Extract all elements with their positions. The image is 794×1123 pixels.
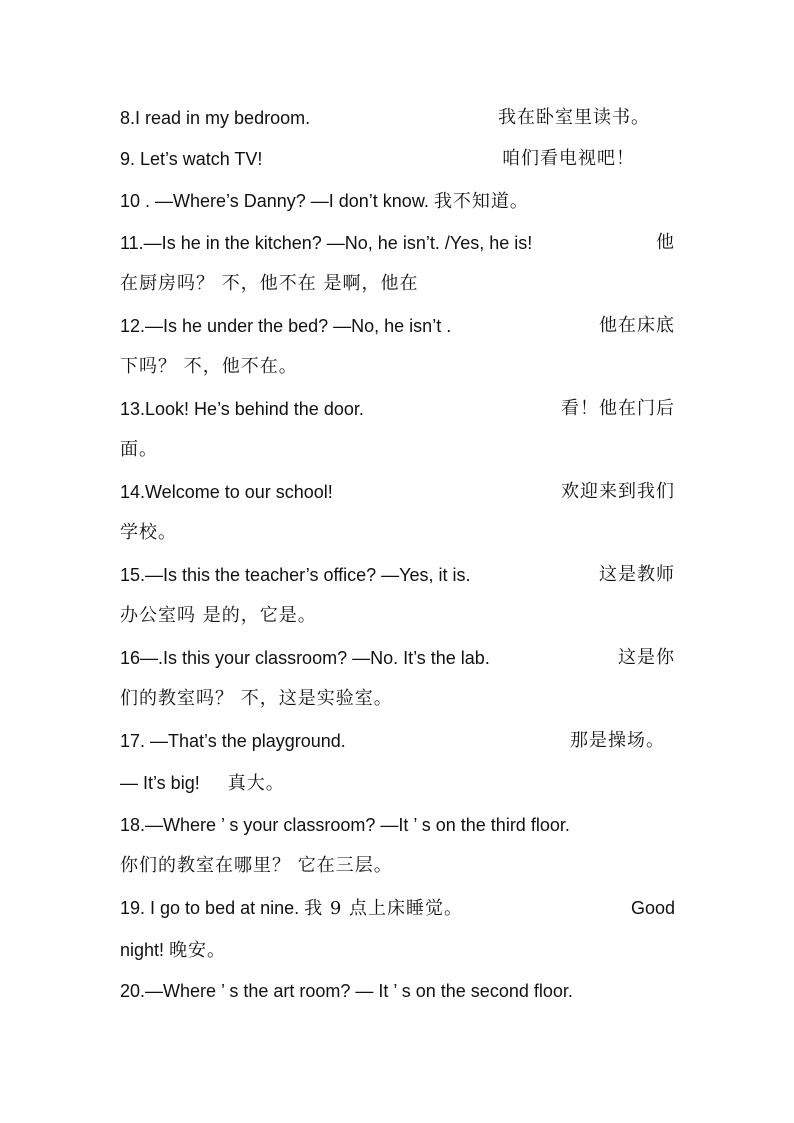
- sentence-17-response-chinese: 真大。: [227, 773, 285, 794]
- sentence-19-chinese: 我 9 点上床睡觉。: [304, 898, 464, 919]
- sentence-10: [120, 186, 675, 216]
- sentence-13-chinese-start: 看！他在门后: [561, 398, 675, 419]
- sentence-15-chinese-start: 这是教师: [599, 564, 675, 585]
- sentence-18-english: 18.—Where ’ s your classroom? —It ’ s on the third floor.: [120, 815, 570, 835]
- sentence-9-chinese: 咱们看电视吧！: [502, 148, 635, 169]
- sentence-16-english: 16—.Is this your classroom? —No. It’s the lab.: [120, 648, 490, 668]
- sentence-8: [120, 103, 675, 133]
- sentence-11-chinese-start: 他: [656, 232, 675, 253]
- sentence-15: [120, 560, 675, 590]
- sentence-14-chinese-start: 欢迎来到我们: [561, 481, 675, 502]
- sentence-10-english: 10 . —Where’s Danny? —I don’t know.: [120, 191, 429, 211]
- sentence-11: [120, 228, 675, 258]
- sentence-12: [120, 311, 675, 341]
- sentence-16-chinese-start: 这是你: [618, 647, 675, 668]
- sentence-18-translation: 你们的教室在哪里？ 它在三层。: [120, 855, 393, 876]
- sentence-17-response: [120, 768, 675, 798]
- sentence-19: [120, 893, 675, 923]
- sentence-11-translation: 在厨房吗？ 不，他不在 是啊，他在: [120, 273, 419, 294]
- sentence-14: [120, 477, 675, 507]
- sentence-19-goodnight: [120, 935, 675, 965]
- sentence-8-chinese: 我在卧室里读书。: [498, 107, 650, 128]
- sentence-17-response-english: — It’s big!: [120, 773, 200, 793]
- sentence-13-translation: 面。: [120, 439, 158, 460]
- sentence-13: [120, 394, 675, 424]
- sentence-12-english: 12.—Is he under the bed? —No, he isn’t .: [120, 316, 452, 336]
- sentence-10-chinese: 我不知道。: [433, 191, 529, 212]
- sentence-11-english: 11.—Is he in the kitchen? —No, he isn’t. /Yes, he is!: [120, 233, 533, 253]
- sentence-14-english: 14.Welcome to our school!: [120, 482, 333, 502]
- sentence-9-english: 9. Let’s watch TV!: [120, 149, 263, 169]
- sentence-19-goodnight-start: Good: [630, 898, 675, 918]
- sentence-15-english: 15.—Is this the teacher’s office? —Yes, it is.: [120, 565, 471, 585]
- sentence-15-translation: 办公室吗 是的，它是。: [120, 605, 317, 626]
- sentence-17-chinese: 那是操场。: [570, 730, 665, 751]
- goodnight-chinese: 晚安。: [169, 940, 227, 961]
- sentence-12-chinese-start: 他在床底: [599, 315, 675, 336]
- sentence-20-english: 20.—Where ’ s the art room? — It ’ s on the second floor.: [120, 981, 573, 1001]
- sentence-14-translation: 学校。: [120, 522, 177, 543]
- goodnight-english-end: night!: [120, 940, 165, 960]
- sentence-19-english: 19. I go to bed at nine.: [120, 898, 300, 918]
- sentence-8-english: 8.I read in my bedroom.: [120, 108, 311, 128]
- sentence-9: [120, 144, 675, 174]
- sentence-13-english: 13.Look! He’s behind the door.: [120, 399, 364, 419]
- sentence-16: [120, 643, 675, 673]
- sentence-12-translation: 下吗？ 不，他不在。: [120, 356, 298, 377]
- sentence-17-english: 17. —That’s the playground.: [120, 731, 346, 751]
- sentence-17: [120, 726, 675, 756]
- sentence-16-translation: 们的教室吗？ 不，这是实验室。: [120, 688, 393, 709]
